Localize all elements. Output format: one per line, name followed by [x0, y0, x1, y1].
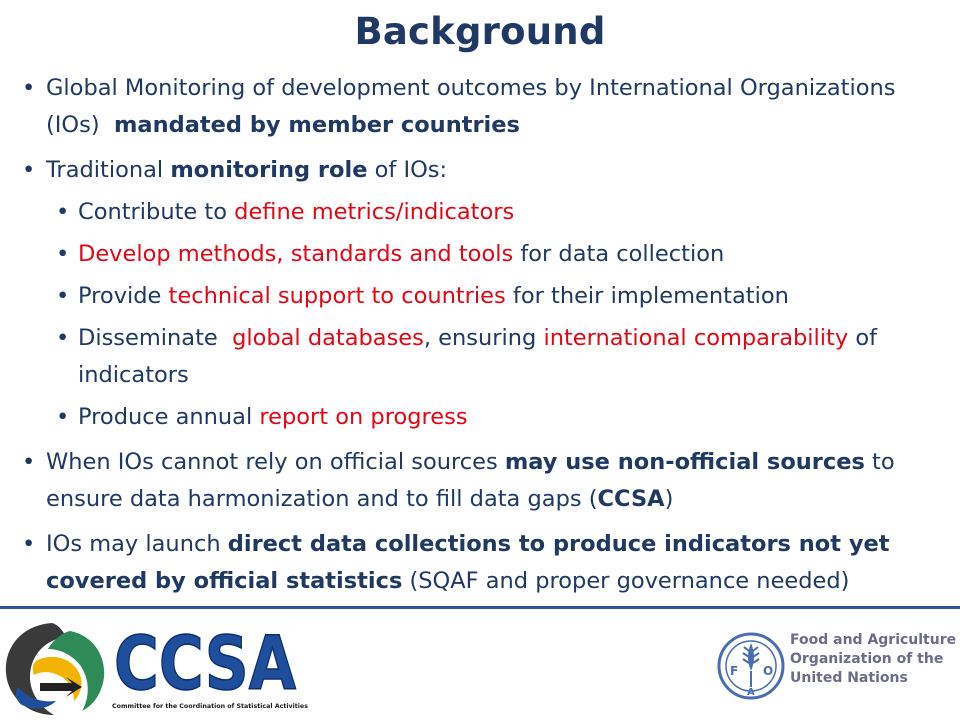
bullet-non-official-sources	[0, 444, 942, 518]
subbullet-annual-report	[0, 399, 942, 436]
bullet-text: to ensure data harmonization and to fill data gaps (	[46, 449, 895, 512]
ccsa-caption: Committee for the Coordination of Statistical Activities	[112, 703, 308, 710]
subbullet-text-highlight: report on progress	[259, 404, 468, 430]
ccsa-letters: CCSA	[114, 623, 296, 703]
subbullet-text: of indicators	[78, 325, 878, 388]
subbullet-text: Provide	[78, 283, 162, 309]
fao-logo	[716, 631, 956, 711]
bullet-direct-data-collections	[0, 526, 942, 600]
bullet-text: When IOs cannot rely on official sources	[46, 449, 498, 475]
fao-name-line: Organization of the	[790, 651, 944, 667]
svg-text:F: F	[730, 664, 739, 678]
subbullet-text-highlight: Develop methods, standards and tools	[78, 241, 514, 267]
subbullet-define-metrics	[0, 194, 942, 231]
subbullet-text-highlight: international comparability	[543, 325, 849, 351]
bullet-text-bold: monitoring role	[170, 157, 368, 183]
bullet-text: of IOs:	[374, 157, 448, 183]
fao-emblem-icon	[716, 631, 786, 701]
bullet-text: Traditional	[46, 157, 164, 183]
subbullet-text: for data collection	[520, 241, 725, 267]
subbullet-disseminate-databases	[0, 320, 942, 394]
svg-text:O: O	[763, 664, 774, 678]
subbullet-text: Contribute to	[78, 199, 228, 225]
fao-name-line: United Nations	[790, 670, 908, 686]
bullet-text: (SQAF and proper governance needed)	[409, 568, 850, 594]
fao-name	[790, 631, 956, 688]
subbullet-technical-support	[0, 278, 942, 315]
bullet-text-bold: may use non-official sources	[504, 449, 865, 475]
ccsa-logo	[0, 617, 308, 720]
bullet-text-bold: mandated by member countries	[113, 112, 520, 138]
bullet-text: Global Monitoring of development outcomes by International Organizations (IOs)	[46, 75, 896, 138]
subbullet-text: , ensuring	[423, 325, 537, 351]
bullet-text-bold: direct data collections to produce indicators not yet covered by official statistics	[46, 531, 890, 594]
bullet-list	[0, 70, 960, 600]
footer	[0, 609, 960, 720]
subbullet-text-highlight: global databases	[232, 325, 424, 351]
subbullet-text: for their implementation	[512, 283, 789, 309]
subbullet-text: Disseminate	[78, 325, 218, 351]
slide-title: Background	[354, 10, 606, 53]
fao-name-line: Food and Agriculture	[790, 632, 957, 648]
bullet-global-monitoring	[0, 70, 942, 144]
bullet-text-bold: CCSA	[597, 486, 665, 512]
subbullet-text-highlight: define metrics/indicators	[234, 199, 515, 225]
bullet-text: IOs may launch	[46, 531, 221, 557]
svg-text:A: A	[747, 687, 755, 698]
bullet-traditional-role	[0, 152, 942, 189]
subbullet-text-highlight: technical support to countries	[168, 283, 506, 309]
bullet-text: )	[664, 486, 674, 512]
ccsa-wordmark	[112, 623, 302, 703]
subbullet-develop-methods	[0, 236, 942, 273]
subbullet-text: Produce annual	[78, 404, 253, 430]
